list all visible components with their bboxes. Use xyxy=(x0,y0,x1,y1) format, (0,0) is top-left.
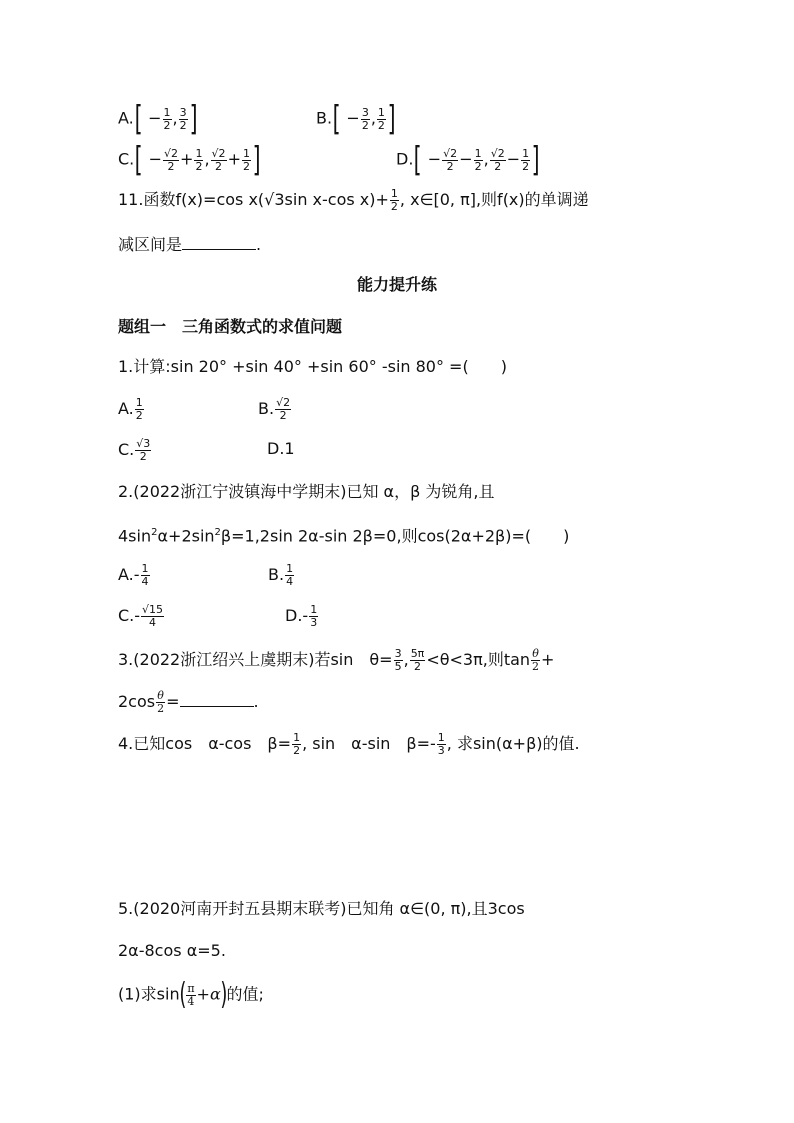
option-label: D.- xyxy=(285,606,309,625)
q1-option-b xyxy=(258,397,292,422)
fraction: $\frac{1}{2}$ xyxy=(163,105,171,132)
q1-option-c xyxy=(118,438,152,463)
q2-option-c xyxy=(118,604,165,629)
q3-text: + xyxy=(541,650,555,669)
q1-stem: 1.计算:sin 20° +sin 40° +sin 60° -sin 80° =( ) xyxy=(118,357,507,376)
left-bracket: [ xyxy=(332,99,341,139)
left-bracket: [ xyxy=(134,140,143,180)
fraction: $\frac{3}{5}$ xyxy=(394,647,402,673)
q10-option-c: C.[ − $\frac{√2}{2}$ + $\frac{1}{2}$ , $\frac{√2}{2}$ + $\frac{1}{2}$ ] xyxy=(118,140,261,180)
fraction: $\frac{1}{2}$ xyxy=(377,105,385,132)
q1-option-d: D.1 xyxy=(267,439,295,458)
left-bracket: [ xyxy=(134,99,143,139)
option-label: C.- xyxy=(118,606,141,625)
q3-stem xyxy=(118,648,554,673)
left-paren: ( xyxy=(178,977,186,1012)
fraction: $\frac{1}{4}$ xyxy=(286,562,294,588)
right-paren: ) xyxy=(220,977,228,1012)
fraction: $\frac{1}{2}$ xyxy=(135,396,143,422)
right-bracket: ] xyxy=(531,140,540,180)
q2-text: β=1,2sin 2α-sin 2β=0,则cos(2α+2β)=( ) xyxy=(220,526,570,546)
q2-option-b xyxy=(268,563,295,588)
answer-blank[interactable] xyxy=(182,235,256,250)
q5-text: (1)求sin xyxy=(118,984,180,1004)
fraction: $\frac{1}{2}$ xyxy=(242,146,250,173)
fraction: $\frac{1}{4}$ xyxy=(141,562,149,588)
fraction: $\frac{\theta}{2}$ xyxy=(532,647,540,673)
q1-option-a xyxy=(118,397,145,422)
q3-stem-line2 xyxy=(118,690,259,715)
option-label: B. xyxy=(316,108,333,128)
fraction: $\frac{1}{3}$ xyxy=(437,731,445,757)
period: . xyxy=(256,235,262,254)
q10-option-b: B.[ − $\frac{3}{2}$ , $\frac{1}{2}$ ] xyxy=(316,99,396,139)
group-title: 题组一 三角函数式的求值问题 xyxy=(118,317,343,336)
q2-text: α+2sin xyxy=(157,526,215,546)
q5-stem: 5.(2020河南开封五县期末联考)已知角 α∈(0, π),且3cos xyxy=(118,899,525,918)
math-expr: +α xyxy=(196,984,221,1004)
fraction: $\frac{3}{2}$ xyxy=(179,105,187,132)
fraction: $\frac{√2}{2}$ xyxy=(276,396,291,422)
answer-blank[interactable] xyxy=(180,692,254,707)
q2-option-d xyxy=(285,604,319,629)
option-label: B. xyxy=(258,399,275,418)
option-label: C. xyxy=(118,149,135,169)
q11-text: 11.函数f(x)=cos x(√3sin x-cos x)+ xyxy=(118,190,389,209)
q11-stem-line2 xyxy=(118,234,261,256)
fraction: $\frac{1}{3}$ xyxy=(310,603,318,629)
q2-option-a xyxy=(118,563,151,588)
option-label: C. xyxy=(118,440,135,459)
fraction: $\frac{√2}{2}$ xyxy=(211,146,226,173)
q11-text: , x∈[0, π],则f(x)的单调递 xyxy=(399,190,589,209)
fraction: $\frac{1}{2}$ xyxy=(474,146,482,173)
fraction: $\frac{√2}{2}$ xyxy=(490,146,505,173)
superscript: 2 xyxy=(214,527,221,538)
right-bracket: ] xyxy=(252,140,261,180)
right-bracket: ] xyxy=(387,99,396,139)
left-bracket: [ xyxy=(414,140,423,180)
q11-stem xyxy=(118,188,589,213)
option-label: D. xyxy=(396,149,414,169)
q3-text: = xyxy=(166,692,180,711)
period: . xyxy=(253,692,259,711)
q2-text: 4sin xyxy=(118,526,152,546)
fraction: $\frac{1}{2}$ xyxy=(293,731,301,757)
fraction: $\frac{\pi}{4}$ xyxy=(187,981,195,1008)
fraction: $\frac{√3}{2}$ xyxy=(136,437,151,463)
q4-text: , sin α-sin β=- xyxy=(302,734,436,753)
q10-option-a: A.[ − $\frac{1}{2}$ , $\frac{3}{2}$ ] xyxy=(118,99,198,139)
q4-stem xyxy=(118,732,580,757)
option-label: A.- xyxy=(118,565,140,584)
superscript: 2 xyxy=(151,527,158,538)
fraction: $\frac{√2}{2}$ xyxy=(443,146,458,173)
q4-text: , 求sin(α+β)的值. xyxy=(446,734,580,753)
q11-text: 减区间是 xyxy=(118,235,183,254)
q3-text: 2cos xyxy=(118,692,156,711)
fraction: $\frac{\theta}{2}$ xyxy=(157,689,165,715)
q3-text: 3.(2022浙江绍兴上虞期末)若sin θ= xyxy=(118,650,393,669)
q5-stem-line2: 2α-8cos α=5. xyxy=(118,941,226,960)
fraction: $\frac{1}{2}$ xyxy=(390,187,398,213)
option-label: A. xyxy=(118,108,134,128)
q3-text: , xyxy=(403,650,409,669)
q4-text: 4.已知cos α-cos β= xyxy=(118,734,292,753)
q3-text: <θ<3π,则tan xyxy=(426,650,531,669)
fraction: $\frac{√2}{2}$ xyxy=(164,146,179,173)
fraction: $\frac{1}{2}$ xyxy=(522,146,530,173)
fraction: $\frac{5\pi}{2}$ xyxy=(410,647,425,673)
option-label: B. xyxy=(268,565,285,584)
fraction: $\frac{√15}{4}$ xyxy=(142,603,164,629)
q2-stem-line2 xyxy=(118,522,569,547)
section-title: 能力提升练 xyxy=(356,275,437,294)
option-label: A. xyxy=(118,399,134,418)
q5-text: 的值; xyxy=(226,984,264,1004)
right-bracket: ] xyxy=(189,99,198,139)
fraction: $\frac{1}{2}$ xyxy=(195,146,203,173)
q10-option-d: D.[ − $\frac{√2}{2}$ − $\frac{1}{2}$ , $\frac{√2}{2}$ − $\frac{1}{2}$ ] xyxy=(396,140,540,180)
q2-stem: 2.(2022浙江宁波镇海中学期末)已知 α，β 为锐角,且 xyxy=(118,482,495,501)
q5-subquestion-1 xyxy=(118,977,264,1012)
fraction: $\frac{3}{2}$ xyxy=(361,105,369,132)
